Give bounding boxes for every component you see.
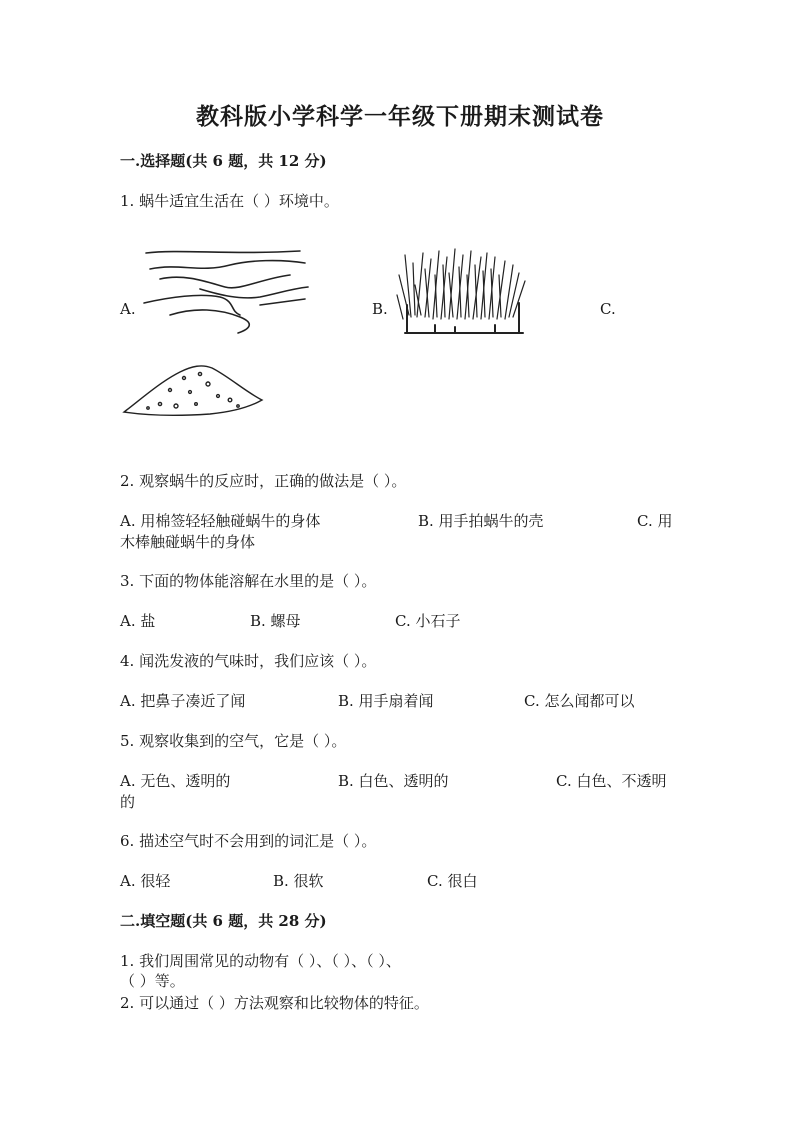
- section-heading-fill: 二.填空题(共 6 题，共 28 分): [120, 912, 327, 930]
- q5-option-b: B. 白色、透明的: [338, 772, 449, 790]
- soil-mound-drawing: [120, 360, 265, 420]
- q4-option-a: A. 把鼻子凑近了闻: [120, 692, 246, 710]
- q2-option-b: B. 用手拍蜗牛的壳: [418, 512, 544, 530]
- q4-option-c: C. 怎么闻都可以: [524, 692, 635, 710]
- q2-option-c-continued: 木棒触碰蜗牛的身体: [120, 533, 256, 551]
- q5-option-c-continued: 的: [120, 793, 136, 811]
- question-1-text: 1. 蜗牛适宜生活在（ ）环境中。: [120, 192, 339, 210]
- grass-drawing: [395, 245, 530, 337]
- question-6-text: 6. 描述空气时不会用到的词汇是（ ）。: [120, 832, 377, 850]
- fill-question-1-line2: （ ）等。: [120, 972, 185, 990]
- q1-option-b: B.: [372, 300, 388, 318]
- question-5-text: 5. 观察收集到的空气，它是（ ）。: [120, 732, 347, 750]
- q6-option-c: C. 很白: [427, 872, 478, 890]
- q5-option-a: A. 无色、透明的: [120, 772, 231, 790]
- question-4-text: 4. 闻洗发液的气味时，我们应该（ ）。: [120, 652, 377, 670]
- page-title: 教科版小学科学一年级下册期末测试卷: [196, 103, 604, 130]
- q1-option-a: A.: [120, 300, 136, 318]
- fill-question-1-line1: 1. 我们周围常见的动物有（ ）、（ ）、（ ）、: [120, 952, 401, 970]
- question-3-text: 3. 下面的物体能溶解在水里的是（ ）。: [120, 572, 377, 590]
- q3-option-b: B. 螺母: [250, 612, 301, 630]
- q6-option-b: B. 很软: [273, 872, 324, 890]
- q3-option-c: C. 小石子: [395, 612, 461, 630]
- q6-option-a: A. 很轻: [120, 872, 171, 890]
- q3-option-a: A. 盐: [120, 612, 156, 630]
- q2-option-c: C. 用: [637, 512, 673, 530]
- q4-option-b: B. 用手扇着闻: [338, 692, 434, 710]
- section-heading-choice: 一.选择题(共 6 题，共 12 分): [120, 152, 327, 170]
- q2-option-a: A. 用棉签轻轻触碰蜗牛的身体: [120, 512, 321, 530]
- q5-option-c: C. 白色、不透明: [556, 772, 667, 790]
- water-stream-drawing: [140, 245, 310, 335]
- q1-option-c: C.: [600, 300, 616, 318]
- question-2-text: 2. 观察蜗牛的反应时，正确的做法是（ ）。: [120, 472, 407, 490]
- fill-question-2-text: 2. 可以通过（ ）方法观察和比较物体的特征。: [120, 994, 429, 1012]
